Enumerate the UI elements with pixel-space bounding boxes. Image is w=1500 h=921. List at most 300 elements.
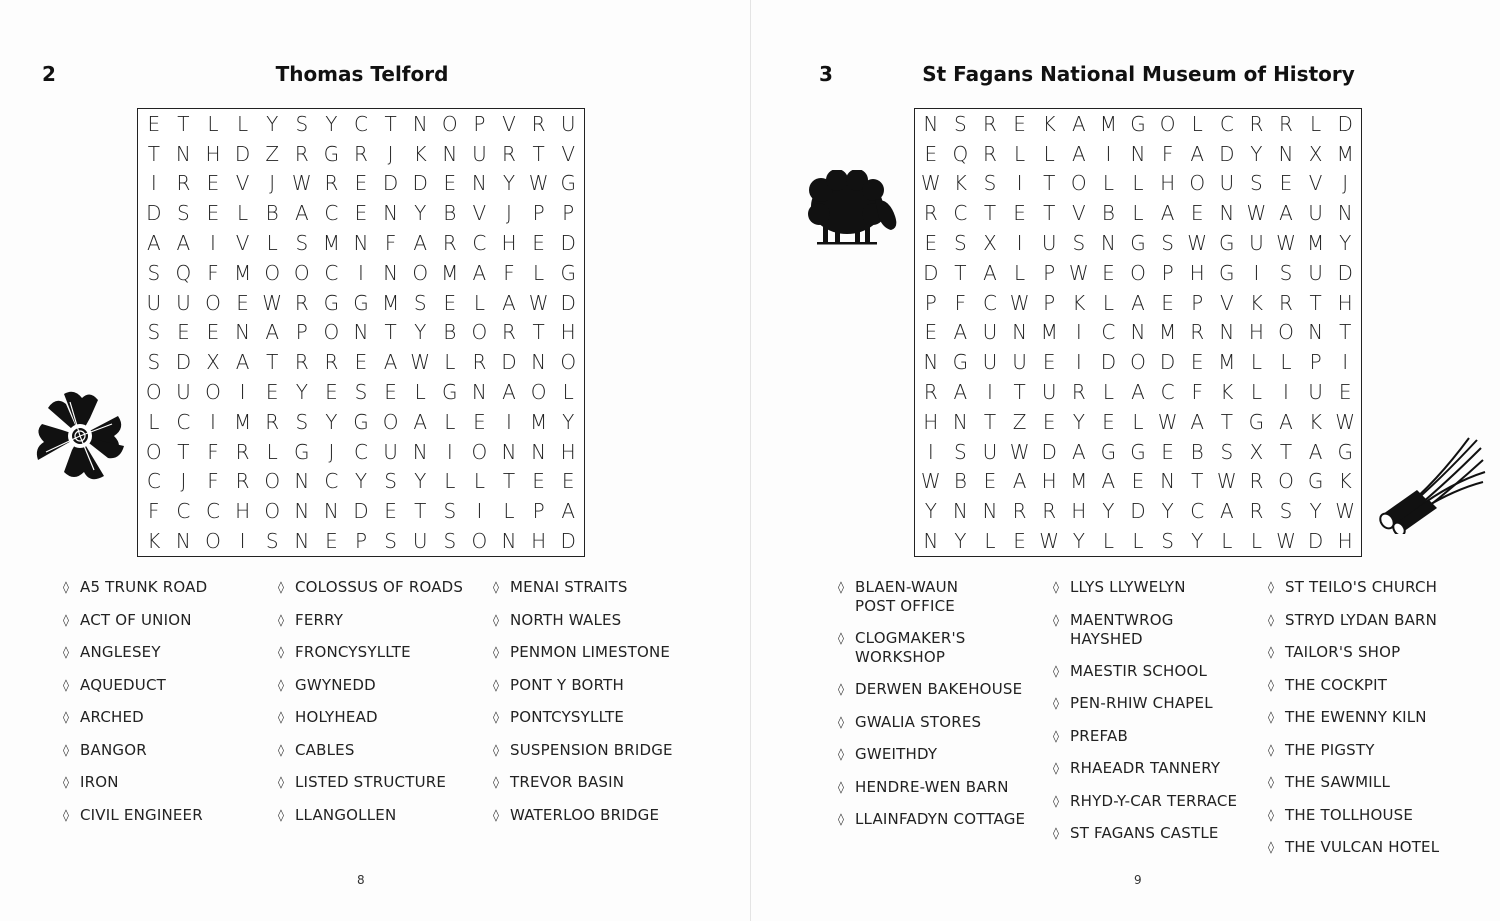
- grid-letter: L: [444, 469, 456, 494]
- grid-letter: R: [983, 141, 997, 166]
- grid-letter: N: [323, 499, 339, 524]
- grid-letter: R: [235, 439, 250, 464]
- diamond-bullet-icon: ◊: [63, 807, 69, 822]
- diamond-bullet-icon: ◊: [493, 645, 499, 659]
- grid-letter: A: [983, 260, 997, 285]
- grid-letter: S: [295, 231, 309, 256]
- grid-letter: C: [324, 260, 339, 285]
- diamond-bullet-icon: ◊: [63, 612, 69, 627]
- grid-letter: E: [1131, 469, 1145, 494]
- word-list-column: [1053, 578, 1268, 871]
- diamond-bullet-icon: ◊: [493, 677, 499, 692]
- grid-letter: F: [503, 260, 515, 285]
- grid-letter: M: [1070, 469, 1088, 494]
- grid-letter: Y: [1309, 499, 1322, 524]
- diamond-bullet-icon: ◊: [278, 742, 284, 757]
- grid-letter: T: [177, 439, 190, 464]
- diamond-bullet-icon: ◊: [1053, 663, 1059, 678]
- grid-letter: E: [924, 141, 938, 166]
- grid-letter: C: [1160, 380, 1175, 405]
- grid-letter: E: [147, 111, 161, 136]
- diamond-bullet-icon: ◊: [838, 580, 844, 594]
- grid-letter: S: [295, 409, 309, 434]
- grid-letter: P: [1161, 260, 1174, 285]
- grid-letter: A: [953, 380, 968, 405]
- grid-letter: E: [532, 231, 545, 256]
- grid-letter: J: [328, 439, 335, 464]
- grid-letter: D: [1041, 439, 1057, 464]
- grid-letter: U: [982, 350, 998, 375]
- word-list-item: [1268, 806, 1468, 826]
- grid-letter: E: [1042, 409, 1056, 434]
- grid-letter: H: [923, 409, 939, 434]
- grid-letter: G: [442, 380, 458, 405]
- grid-letter: C: [953, 201, 968, 226]
- grid-letter: A: [1101, 469, 1116, 494]
- grid-letter: A: [1131, 380, 1145, 405]
- grid-letter: G: [353, 409, 369, 434]
- grid-letter: S: [384, 469, 397, 494]
- grid-letter: E: [443, 171, 457, 196]
- grid-letter: D: [923, 260, 939, 285]
- diamond-bullet-icon: ◊: [1053, 696, 1059, 710]
- grid-letter: M: [381, 290, 400, 315]
- grid-letter: V: [235, 231, 250, 256]
- grid-letter: K: [953, 171, 967, 196]
- grid-letter: U: [1041, 380, 1057, 405]
- daffodil-icon: [34, 388, 126, 484]
- grid-letter: E: [1338, 380, 1352, 405]
- grid-letter: E: [236, 290, 249, 315]
- grid-letter: N: [982, 499, 998, 524]
- grid-letter: C: [176, 499, 191, 524]
- diamond-bullet-icon: ◊: [838, 631, 844, 645]
- grid-letter: I: [239, 529, 246, 554]
- leek-icon: [1377, 434, 1487, 534]
- grid-letter: N: [923, 529, 939, 554]
- grid-letter: N: [294, 499, 310, 524]
- grid-letter: L: [1132, 409, 1144, 434]
- grid-letter: N: [471, 380, 487, 405]
- grid-letter: C: [983, 290, 997, 315]
- grid-letter: U: [176, 380, 191, 405]
- grid-letter: K: [147, 529, 161, 554]
- grid-letter: H: [531, 529, 547, 554]
- sheep-icon: [807, 170, 901, 248]
- grid-letter: A: [235, 350, 250, 375]
- word-label: MAENTWROG HAYSHED: [1070, 610, 1174, 648]
- word-label: PREFAB: [1070, 726, 1128, 745]
- grid-letter: L: [1132, 201, 1144, 226]
- grid-letter: F: [207, 469, 219, 494]
- grid-letter: D: [1130, 499, 1146, 524]
- grid-letter: J: [269, 171, 276, 196]
- grid-letter: Y: [354, 469, 368, 494]
- word-list-item: [1053, 759, 1268, 779]
- grid-letter: I: [1016, 171, 1023, 196]
- grid-letter: O: [205, 290, 221, 315]
- grid-letter: E: [1161, 439, 1174, 464]
- grid-letter: J: [387, 141, 394, 166]
- word-list-item: [1268, 578, 1468, 598]
- word-list-item: [838, 745, 1053, 765]
- grid-letter: R: [923, 380, 938, 405]
- word-search-grid: [137, 108, 585, 557]
- grid-letter: R: [294, 290, 309, 315]
- grid-letter: R: [472, 350, 487, 375]
- grid-letter: M: [233, 409, 252, 434]
- word-list-item: [278, 676, 493, 696]
- word-list-item: [63, 676, 278, 696]
- grid-letter: W: [1068, 260, 1089, 285]
- grid-letter: K: [1042, 111, 1056, 136]
- grid-letter: R: [502, 320, 516, 345]
- grid-letter: N: [923, 350, 939, 375]
- grid-letter: H: [1160, 171, 1176, 196]
- grid-letter: E: [354, 201, 368, 226]
- diamond-bullet-icon: ◊: [493, 742, 499, 757]
- puzzle-number: 3: [819, 62, 833, 86]
- grid-letter: U: [472, 141, 487, 166]
- grid-letter: L: [1191, 111, 1203, 136]
- grid-letter: W: [1009, 290, 1030, 315]
- word-list-item: [1053, 578, 1268, 598]
- diamond-bullet-icon: ◊: [278, 775, 284, 789]
- grid-letter: D: [175, 350, 192, 375]
- grid-letter: L: [473, 290, 485, 315]
- grid-letter: G: [1337, 439, 1353, 464]
- word-list-item: [1268, 611, 1468, 631]
- grid-letter: N: [1219, 320, 1235, 345]
- grid-letter: S: [954, 111, 967, 136]
- grid-letter: H: [1041, 469, 1057, 494]
- grid-letter: K: [413, 141, 427, 166]
- grid-letter: A: [413, 231, 428, 256]
- grid-letter: N: [353, 231, 369, 256]
- grid-letter: V: [561, 141, 576, 166]
- grid-letter: T: [147, 141, 160, 166]
- word-label: PEN-RHIW CHAPEL: [1070, 694, 1213, 712]
- word-label: COLOSSUS OF ROADS: [295, 578, 464, 596]
- word-label: BANGOR: [80, 740, 147, 759]
- grid-letter: C: [206, 499, 220, 524]
- word-list-item: [1268, 643, 1468, 663]
- grid-letter: C: [354, 439, 368, 464]
- grid-letter: X: [1308, 141, 1323, 166]
- grid-letter: B: [265, 201, 279, 226]
- grid-letter: M: [1040, 320, 1058, 345]
- diamond-bullet-icon: ◊: [278, 677, 284, 692]
- grid-letter: U: [1219, 171, 1235, 196]
- grid-letter: B: [443, 201, 457, 226]
- grid-letter: C: [324, 469, 339, 494]
- grid-letter: L: [266, 231, 278, 256]
- grid-letter: C: [354, 111, 368, 136]
- grid-letter: W: [1216, 469, 1237, 494]
- word-label: PENMON LIMESTONE: [510, 643, 671, 661]
- word-list-item: [1053, 662, 1268, 682]
- diamond-bullet-icon: ◊: [493, 807, 499, 822]
- grid-letter: H: [1248, 320, 1264, 345]
- word-label: GWEITHDY: [855, 745, 938, 763]
- grid-letter: W: [1009, 439, 1030, 464]
- word-list-item: [1268, 708, 1468, 728]
- grid-letter: O: [1130, 260, 1146, 285]
- word-list-item: [278, 611, 493, 631]
- grid-letter: O: [293, 260, 310, 285]
- diamond-bullet-icon: ◊: [1053, 612, 1059, 627]
- grid-letter: E: [1013, 111, 1026, 136]
- grid-letter: A: [1279, 409, 1293, 434]
- word-label: ST TEILO'S CHURCH: [1285, 578, 1438, 596]
- word-label: STRYD LYDAN BARN: [1285, 610, 1438, 629]
- grid-letter: N: [1100, 231, 1116, 256]
- grid-letter: W: [1157, 409, 1178, 434]
- grid-letter: Y: [1250, 141, 1263, 166]
- grid-letter: E: [924, 320, 938, 345]
- grid-letter: G: [1130, 439, 1146, 464]
- grid-letter: E: [325, 529, 338, 554]
- grid-letter: O: [1189, 171, 1206, 196]
- grid-letter: S: [354, 380, 368, 405]
- grid-letter: I: [1253, 260, 1260, 285]
- grid-letter: D: [560, 231, 576, 256]
- grid-letter: W: [528, 290, 549, 315]
- grid-letter: N: [175, 529, 191, 554]
- grid-letter: R: [1190, 320, 1205, 345]
- grid-letter: I: [210, 231, 216, 256]
- grid-letter: M: [441, 260, 459, 285]
- grid-letter: K: [1309, 409, 1323, 434]
- grid-letter: U: [1308, 260, 1323, 285]
- grid-letter: L: [503, 499, 515, 524]
- grid-letter: P: [532, 201, 545, 226]
- grid-letter: Y: [1072, 409, 1085, 434]
- word-list-column: [838, 578, 1053, 871]
- grid-letter: F: [207, 439, 219, 464]
- diamond-bullet-icon: ◊: [1053, 826, 1059, 840]
- grid-letter: N: [1130, 141, 1146, 166]
- grid-letter: V: [235, 171, 250, 196]
- grid-letter: T: [954, 260, 967, 285]
- word-label: LLAINFADYN COTTAGE: [855, 810, 1026, 828]
- grid-letter: F: [148, 499, 160, 524]
- word-label: THE SAWMILL: [1285, 773, 1391, 791]
- grid-letter: O: [1278, 469, 1294, 494]
- grid-letter: P: [924, 290, 937, 315]
- grid-letter: E: [354, 171, 368, 196]
- grid-letter: N: [383, 260, 399, 285]
- diamond-bullet-icon: ◊: [493, 612, 499, 627]
- diamond-bullet-icon: ◊: [838, 779, 844, 794]
- grid-letter: E: [206, 320, 220, 345]
- grid-letter: O: [264, 260, 281, 285]
- grid-letter: N: [1278, 141, 1294, 166]
- word-list-item: [493, 676, 693, 696]
- grid-letter: V: [1071, 201, 1086, 226]
- grid-letter: L: [1102, 529, 1114, 554]
- word-list-item: [1268, 773, 1468, 793]
- grid-letter: Y: [325, 111, 338, 136]
- grid-letter: T: [1043, 171, 1056, 196]
- grid-letter: Y: [414, 201, 427, 226]
- grid-letter: Y: [1072, 529, 1085, 554]
- word-label: MAESTIR SCHOOL: [1070, 661, 1208, 680]
- word-label: LLANGOLLEN: [295, 805, 397, 824]
- word-label: CLOGMAKER'S WORKSHOP: [855, 629, 966, 666]
- grid-letter: N: [531, 439, 547, 464]
- grid-letter: T: [502, 469, 516, 494]
- grid-letter: F: [954, 290, 967, 315]
- grid-letter: U: [1012, 350, 1027, 375]
- word-label: A5 TRUNK ROAD: [80, 578, 208, 596]
- word-label: LISTED STRUCTURE: [295, 773, 447, 791]
- grid-letter: W: [920, 171, 941, 196]
- grid-letter: L: [1310, 111, 1322, 136]
- grid-letter: C: [1190, 499, 1205, 524]
- word-list-item: [63, 643, 278, 663]
- grid-letter: V: [472, 201, 487, 226]
- grid-letter: C: [146, 469, 161, 494]
- page-number: 9: [1134, 873, 1142, 887]
- grid-letter: M: [529, 409, 548, 434]
- word-label: THE EWENNY KILN: [1285, 708, 1427, 726]
- grid-letter: Y: [924, 499, 937, 524]
- grid-letter: R: [1249, 469, 1264, 494]
- word-list: [838, 578, 1468, 871]
- grid-letter: A: [146, 231, 161, 256]
- grid-letter: E: [1190, 350, 1204, 375]
- word-label: SUSPENSION BRIDGE: [510, 740, 673, 759]
- grid-letter: S: [1220, 439, 1234, 464]
- grid-letter: M: [1218, 350, 1236, 375]
- word-label: PONTCYSYLLTE: [510, 708, 625, 726]
- grid-letter: L: [444, 409, 456, 434]
- grid-letter: W: [1039, 529, 1060, 554]
- word-list-item: [838, 629, 1053, 667]
- grid-letter: U: [1308, 380, 1323, 405]
- grid-letter: Y: [414, 320, 427, 345]
- grid-letter: Y: [1191, 529, 1204, 554]
- grid-letter: D: [1219, 141, 1235, 166]
- word-label: MENAI STRAITS: [510, 578, 628, 596]
- grid-letter: W: [262, 290, 283, 315]
- grid-letter: B: [1101, 201, 1115, 226]
- word-list-item: [278, 806, 493, 826]
- diamond-bullet-icon: ◊: [1268, 645, 1274, 659]
- word-list-item: [493, 611, 693, 631]
- grid-letter: K: [1338, 469, 1352, 494]
- grid-letter: R: [502, 141, 516, 166]
- word-list-item: [1053, 824, 1268, 844]
- grid-letter: O: [441, 111, 458, 136]
- word-list-item: [1053, 727, 1268, 747]
- diamond-bullet-icon: ◊: [63, 710, 69, 724]
- grid-letter: G: [323, 141, 340, 166]
- grid-letter: R: [442, 231, 457, 256]
- grid-letter: U: [1308, 201, 1323, 226]
- grid-letter: O: [145, 380, 162, 405]
- word-list-item: [63, 741, 278, 761]
- grid-letter: M: [322, 231, 341, 256]
- grid-letter: T: [266, 350, 279, 375]
- grid-letter: N: [1130, 320, 1146, 345]
- grid-letter: I: [239, 380, 246, 405]
- grid-letter: T: [983, 201, 997, 226]
- grid-letter: D: [146, 201, 162, 226]
- grid-letter: E: [1190, 201, 1204, 226]
- diamond-bullet-icon: ◊: [278, 710, 284, 724]
- grid-letter: A: [1012, 469, 1027, 494]
- diamond-bullet-icon: ◊: [1268, 742, 1274, 757]
- grid-letter: W: [1276, 231, 1296, 256]
- grid-letter: S: [443, 499, 457, 524]
- grid-letter: K: [1220, 380, 1234, 405]
- grid-letter: J: [1342, 171, 1349, 196]
- grid-letter: P: [1043, 290, 1056, 315]
- grid-letter: S: [1072, 231, 1086, 256]
- grid-letter: A: [561, 499, 576, 524]
- grid-letter: G: [294, 439, 310, 464]
- grid-letter: W: [920, 469, 941, 494]
- word-list-item: [278, 741, 493, 761]
- diamond-bullet-icon: ◊: [63, 580, 69, 594]
- grid-letter: R: [923, 201, 938, 226]
- grid-letter: M: [1099, 111, 1118, 136]
- grid-letter: U: [146, 290, 162, 315]
- grid-letter: W: [1276, 529, 1296, 554]
- grid-letter: R: [324, 350, 339, 375]
- grid-letter: Y: [414, 469, 427, 494]
- grid-letter: O: [382, 409, 399, 434]
- word-label: ACT OF UNION: [80, 610, 192, 629]
- grid-letter: E: [561, 469, 575, 494]
- grid-letter: A: [472, 260, 487, 285]
- word-label: TREVOR BASIN: [510, 773, 625, 791]
- grid-letter: V: [1308, 171, 1323, 196]
- grid-letter: R: [1071, 380, 1086, 405]
- grid-letter: C: [1219, 111, 1234, 136]
- grid-letter: H: [501, 231, 517, 256]
- grid-letter: L: [1250, 350, 1262, 375]
- diamond-bullet-icon: ◊: [1268, 677, 1274, 692]
- grid-letter: I: [987, 380, 993, 405]
- grid-letter: R: [176, 171, 191, 196]
- grid-letter: R: [531, 111, 546, 136]
- diamond-bullet-icon: ◊: [278, 807, 284, 822]
- grid-letter: I: [446, 439, 453, 464]
- grid-letter: S: [295, 111, 309, 136]
- word-label: THE PIGSTY: [1285, 740, 1375, 759]
- grid-letter: P: [1043, 260, 1056, 285]
- grid-letter: W: [528, 171, 549, 196]
- grid-letter: U: [383, 439, 398, 464]
- grid-letter: D: [234, 141, 251, 166]
- grid-letter: B: [443, 320, 457, 345]
- grid-letter: R: [1279, 290, 1293, 315]
- word-label: BLAEN-WAUN POST OFFICE: [855, 578, 959, 615]
- grid-letter: M: [1336, 141, 1354, 166]
- grid-letter: L: [414, 380, 426, 405]
- grid-letter: L: [1102, 380, 1114, 405]
- word-list-column: [278, 578, 493, 838]
- grid-letter: O: [264, 469, 281, 494]
- grid-letter: E: [384, 380, 397, 405]
- grid-letter: W: [1187, 231, 1208, 256]
- grid-letter: D: [1159, 350, 1176, 375]
- grid-letter: H: [560, 439, 576, 464]
- grid-letter: N: [1308, 320, 1324, 345]
